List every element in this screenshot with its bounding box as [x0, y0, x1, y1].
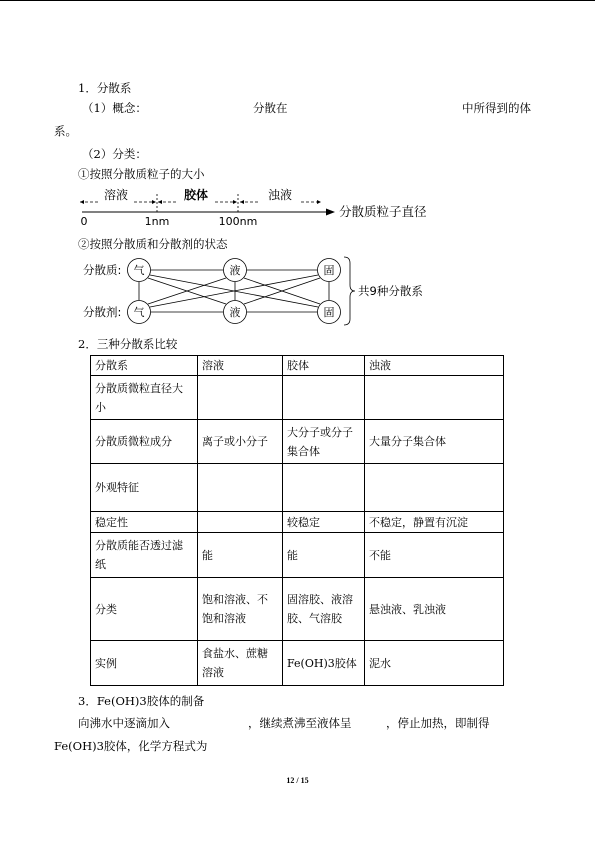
- dispersed-phase-label: 分散质:: [83, 263, 122, 277]
- table-cell: 大量分子集合体: [365, 420, 504, 464]
- table-cell: 能: [198, 533, 283, 578]
- table-header-cell: 溶液: [198, 356, 283, 376]
- comparison-table: [90, 355, 504, 686]
- table-cell: [198, 376, 283, 420]
- table-cell: 稳定性: [91, 512, 198, 533]
- axis-tick-1nm: 1nm: [144, 215, 170, 228]
- table-cell: 离子或小分子: [198, 420, 283, 464]
- table-cell: 分类: [91, 578, 198, 641]
- table-cell: [365, 464, 504, 512]
- section2-title: 2．三种分散系比较: [78, 337, 178, 351]
- axis-suspension-label: 浊液: [267, 188, 293, 202]
- table-cell: 能: [283, 533, 365, 578]
- particle-size-axis-diagram: [70, 184, 450, 230]
- axis-colloid-label: 胶体: [183, 188, 209, 202]
- phase-liquid-top: 液: [229, 264, 241, 277]
- table-row: [91, 578, 504, 641]
- table-header-cell: 胶体: [283, 356, 365, 376]
- concept-middle: 分散在: [253, 101, 288, 115]
- table-cell: 外观特征: [91, 464, 198, 512]
- table-header-row: [91, 356, 504, 376]
- axis-title: 分散质粒子直径: [339, 204, 427, 219]
- medium-solid-bottom: 固: [323, 306, 335, 319]
- axis-tick-0: 0: [80, 215, 88, 228]
- table-cell: [365, 376, 504, 420]
- table-cell: 分散质微粒成分: [91, 420, 198, 464]
- medium-liquid-bottom: 液: [229, 306, 241, 319]
- table-row: [91, 464, 504, 512]
- header-rule: [0, 0, 595, 1]
- table-cell: 不能: [365, 533, 504, 578]
- table-row: [91, 641, 504, 686]
- axis-tick-100nm: 100nm: [218, 215, 258, 228]
- table-row: [91, 533, 504, 578]
- section1-title: 1．分散系: [78, 81, 132, 95]
- table-cell: 分散质微粒直径大小: [91, 376, 198, 420]
- state-combination-diagram: [80, 254, 440, 328]
- phase-gas-top: 气: [133, 264, 145, 277]
- table-cell: 固溶胶、液溶胶、气溶胶: [283, 578, 365, 641]
- prep-text-part2: ，继续煮沸至液体呈: [248, 716, 352, 730]
- concept-label: （1）概念：: [82, 101, 147, 115]
- by-size-heading: ①按照分散质粒子的大小: [78, 167, 205, 181]
- table-cell: [283, 376, 365, 420]
- prep-text-line2: Fe(OH)3胶体，化学方程式为: [54, 739, 208, 753]
- by-state-heading: ②按照分散质和分散剂的状态: [78, 237, 228, 251]
- classification-label: （2）分类：: [82, 147, 147, 161]
- axis-solution-label: 溶液: [103, 188, 129, 202]
- table-cell: 实例: [91, 641, 198, 686]
- dispersion-medium-label: 分散剂:: [83, 305, 122, 319]
- medium-gas-bottom: 气: [133, 306, 145, 319]
- phase-solid-top: 固: [323, 264, 335, 277]
- prep-text-part3: ，停止加热，即制得: [386, 716, 490, 730]
- table-cell: 较稳定: [283, 512, 365, 533]
- table-cell: 分散质能否透过滤纸: [91, 533, 198, 578]
- table-cell: [198, 512, 283, 533]
- table-cell: [283, 464, 365, 512]
- table-row: [91, 376, 504, 420]
- table-cell: 不稳定，静置有沉淀: [365, 512, 504, 533]
- table-cell: 泥水: [365, 641, 504, 686]
- table-cell: 饱和溶液、不饱和溶液: [198, 578, 283, 641]
- table-header-cell: 浊液: [365, 356, 504, 376]
- table-cell: [198, 464, 283, 512]
- concept-end: 中所得到的体: [462, 101, 531, 115]
- table-cell: 大分子或分子集合体: [283, 420, 365, 464]
- prep-text-part1: 向沸水中逐滴加入: [78, 716, 170, 730]
- table-header-cell: 分散系: [91, 356, 198, 376]
- page-number: 12 / 15: [286, 776, 309, 785]
- concept-continued: 系。: [54, 124, 77, 138]
- table-row: [91, 512, 504, 533]
- table-cell: 食盐水、蔗糖溶液: [198, 641, 283, 686]
- table-cell: Fe(OH)3胶体: [283, 641, 365, 686]
- nine-systems-note: 共9种分散系: [358, 284, 423, 298]
- section3-title: 3．Fe(OH)3胶体的制备: [78, 694, 205, 708]
- table-cell: 悬浊液、乳浊液: [365, 578, 504, 641]
- table-row: [91, 420, 504, 464]
